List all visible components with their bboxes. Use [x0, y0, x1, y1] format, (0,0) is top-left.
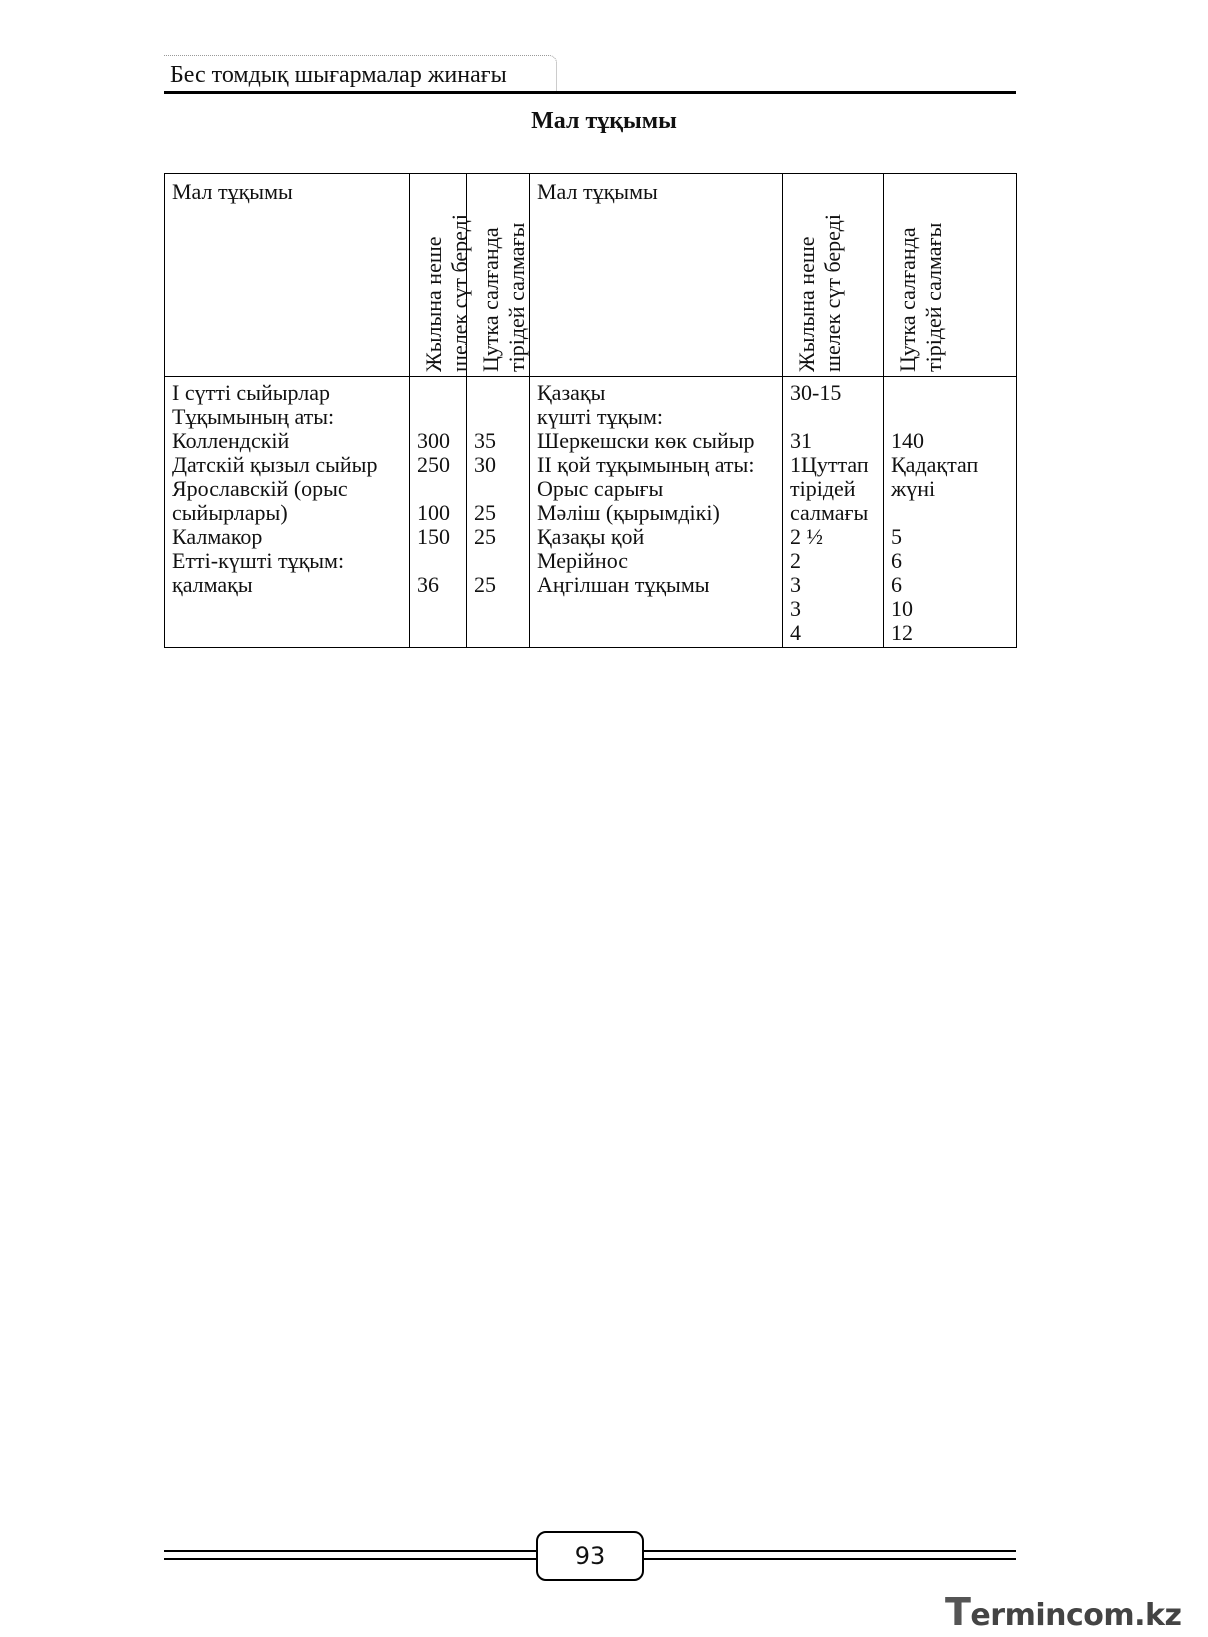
header-rule	[164, 91, 1016, 94]
cell-milk-left: 300 250 100 150 36	[410, 377, 467, 648]
watermark-tail: m.kz	[1103, 1598, 1182, 1633]
table-header-row	[165, 174, 1017, 377]
page-number: 93	[536, 1531, 644, 1581]
col-header-label: Жылына неше шелек сүт береді	[421, 214, 472, 372]
watermark-logo	[945, 1590, 1181, 1634]
watermark-letter: T	[945, 1590, 971, 1634]
col-header-milk-right	[783, 174, 884, 377]
col-header-label: Мал тұқымы	[537, 179, 658, 204]
col-header-label: Жылына неше шелек сүт береді	[794, 214, 845, 372]
book-title: Бес томдық шығармалар жинағы	[170, 62, 507, 88]
col-header-label: Цутка салғанда тірідей салмағы	[478, 222, 529, 372]
cell-weight-right: 140 Қадақтап жүні 5 6 6 10 12	[884, 377, 1017, 648]
cell-breeds-left: І сүтті сыйырлар Тұқымының аты: Коллендскій Датскій қызыл сыйыр Ярославскій (орыс сыйырлары) Калмакор Етті-күшті тұқым: қалмақы	[165, 377, 410, 648]
watermark-text: erminc	[970, 1598, 1084, 1633]
col-header-breed-right	[530, 174, 783, 377]
cell-breeds-right: Қазақы күшті тұқым: Шеркешски көк сыйыр ІІ қой тұқымының аты: Орыс сарығы Мәліш (қырымдікі) Қазақы қой Мерійнос Аңгілшан тұқымы	[530, 377, 783, 648]
col-header-label: Мал тұқымы	[172, 179, 293, 204]
page-title: Мал тұқымы	[531, 108, 677, 134]
footer-rule-left	[164, 1550, 536, 1560]
col-header-breed-left	[165, 174, 410, 377]
col-header-weight-left	[467, 174, 530, 377]
footer-rule-right	[640, 1550, 1016, 1560]
breeds-table	[164, 173, 1017, 648]
cell-milk-right: 30-15 31 1Цуттап тірідей салмағы 2 ½ 2 3 3 4	[783, 377, 884, 648]
col-header-milk-left	[410, 174, 472, 377]
magnifier-icon: o	[1083, 1598, 1104, 1633]
col-header-label: Цутка салғанда тірідей салмағы	[895, 222, 946, 372]
cell-weight-left: 35 30 25 25 25	[467, 377, 530, 648]
col-header-weight-right	[884, 174, 1017, 377]
table-row	[165, 377, 1017, 648]
